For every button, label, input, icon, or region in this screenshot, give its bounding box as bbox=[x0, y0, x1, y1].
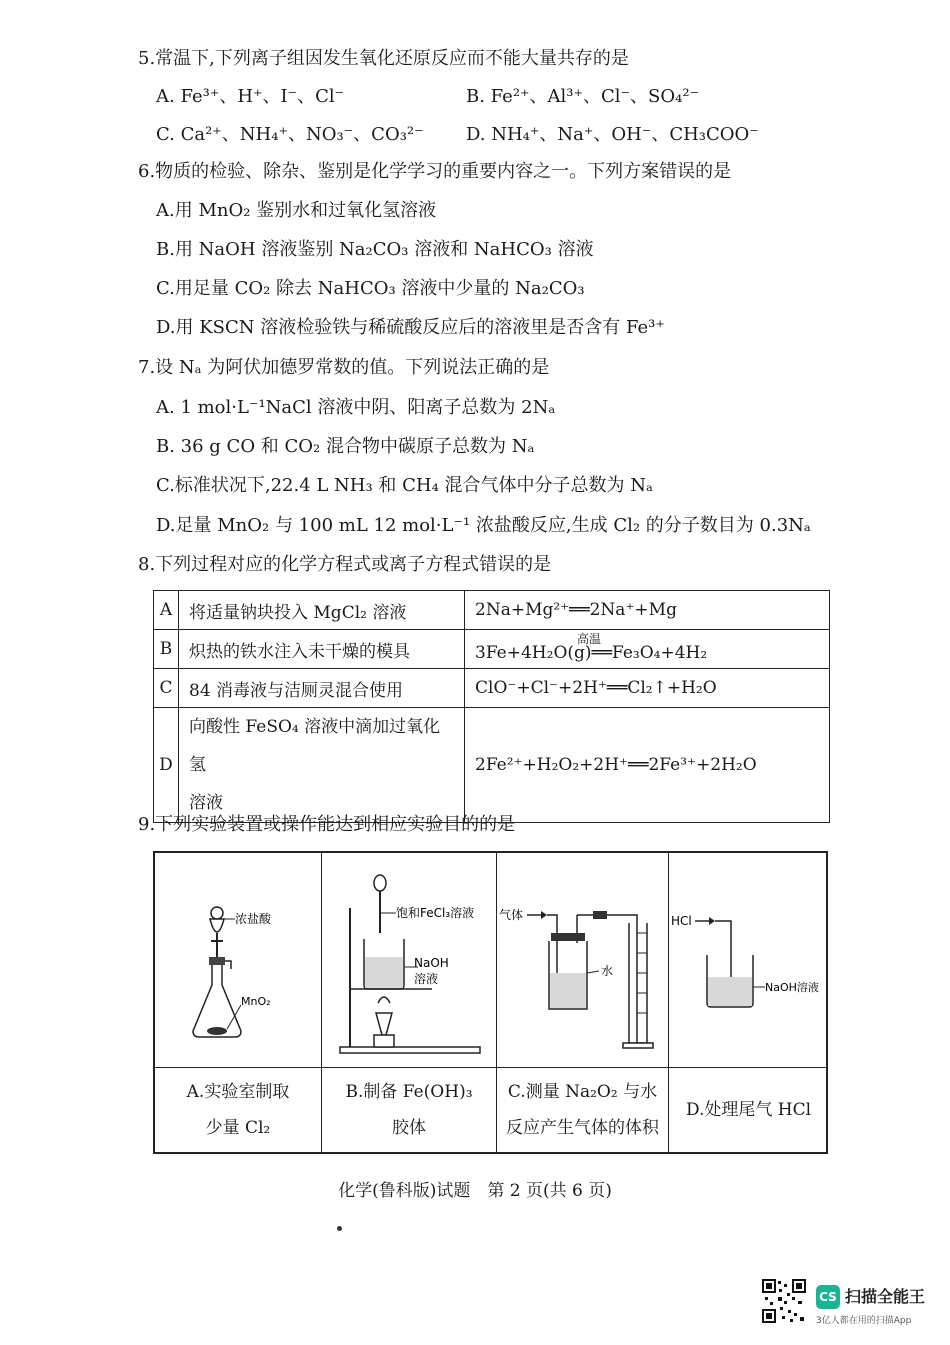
label-gas: 气体 bbox=[499, 908, 524, 922]
q7-option-a: A. 1 mol·L⁻¹NaCl 溶液中阴、阳离子总数为 2Nₐ bbox=[156, 397, 556, 418]
reaction-condition: 高温 bbox=[577, 632, 602, 646]
row-equation: 2Na+Mg²⁺══2Na⁺+Mg bbox=[465, 591, 830, 630]
label-fecl3: 饱和FeCl₃溶液 bbox=[396, 906, 475, 920]
caption-b-line-2: 胶体 bbox=[392, 1118, 426, 1138]
apparatus-b bbox=[322, 853, 497, 1067]
row-description-line-1: 向酸性 FeSO₄ 溶液中滴加过氧化氢 bbox=[189, 717, 441, 775]
qr-code-icon bbox=[762, 1279, 806, 1323]
row-description-line-2: 溶液 bbox=[189, 793, 223, 813]
q6-option-a: A.用 MnO₂ 鉴别水和过氧化氢溶液 bbox=[156, 200, 437, 221]
caption-a bbox=[155, 1067, 322, 1154]
q5-option-a: A. Fe³⁺、H⁺、I⁻、Cl⁻ bbox=[156, 86, 345, 107]
q6-option-b: B.用 NaOH 溶液鉴别 Na₂CO₃ 溶液和 NaHCO₃ 溶液 bbox=[156, 239, 594, 260]
q7-option-c: C.标准状况下,22.4 L NH₃ 和 CH₄ 混合气体中分子总数为 Nₐ bbox=[156, 475, 653, 496]
caption-d-line-1: D.处理尾气 HCl bbox=[685, 1100, 812, 1120]
colloid-preparation-diagram bbox=[322, 853, 495, 1065]
q6-stem: 6.物质的检验、除杂、鉴别是化学学习的重要内容之一。下列方案错误的是 bbox=[138, 161, 732, 182]
q8-stem: 8.下列过程对应的化学方程式或离子方程式错误的是 bbox=[138, 554, 552, 575]
q5-option-b: B. Fe²⁺、Al³⁺、Cl⁻、SO₄²⁻ bbox=[466, 86, 700, 107]
camscanner-logo-icon: CS bbox=[816, 1285, 840, 1309]
q5-option-c: C. Ca²⁺、NH₄⁺、NO₃⁻、CO₃²⁻ bbox=[156, 124, 424, 145]
q9-stem: 9.下列实验装置或操作能达到相应实验目的的是 bbox=[138, 814, 516, 835]
caption-c bbox=[497, 1067, 669, 1154]
row-description: 炽热的铁水注入未干燥的模具 bbox=[179, 630, 465, 669]
row-equation: ClO⁻+Cl⁻+2H⁺══Cl₂↑+H₂O bbox=[465, 669, 830, 708]
camscanner-tagline: 3亿人都在用的扫描App bbox=[816, 1316, 912, 1326]
row-equation: 3Fe+4H₂O(g)══Fe₃O₄+4H₂ bbox=[475, 643, 708, 663]
page-footer: 化学(鲁科版)试题 第 2 页(共 6 页) bbox=[338, 1181, 612, 1201]
apparatus-a bbox=[155, 853, 322, 1067]
label-hcl: HCl bbox=[671, 914, 692, 928]
label-water: 水 bbox=[601, 964, 614, 978]
chlorine-generator-diagram bbox=[155, 853, 320, 1065]
q6-option-c: C.用足量 CO₂ 除去 NaHCO₃ 溶液中少量的 Na₂CO₃ bbox=[156, 278, 585, 299]
caption-b-line-1: B.制备 Fe(OH)₃ bbox=[345, 1082, 473, 1102]
caption-d bbox=[669, 1067, 828, 1154]
row-label: C bbox=[154, 669, 179, 708]
tail-gas-diagram bbox=[669, 853, 826, 1065]
caption-a-line-1: A.实验室制取 bbox=[186, 1082, 290, 1102]
label-naoh-1: NaOH bbox=[414, 956, 449, 970]
label-naoh-solution: NaOH溶液 bbox=[765, 981, 819, 994]
row-label: D bbox=[154, 708, 179, 823]
q7-stem: 7.设 Nₐ 为阿伏加德罗常数的值。下列说法正确的是 bbox=[138, 357, 550, 378]
q6-option-d: D.用 KSCN 溶液检验铁与稀硫酸反应后的溶液里是否含有 Fe³⁺ bbox=[156, 317, 665, 338]
apparatus-c bbox=[497, 853, 669, 1067]
row-description: 84 消毒液与洁厕灵混合使用 bbox=[179, 669, 465, 708]
caption-a-line-2: 少量 Cl₂ bbox=[205, 1118, 271, 1138]
row-description bbox=[179, 708, 465, 823]
q5-stem: 5.常温下,下列离子组因发生氧化还原反应而不能大量共存的是 bbox=[138, 48, 629, 69]
gas-volume-diagram bbox=[497, 853, 667, 1065]
table-row bbox=[154, 630, 830, 669]
q9-apparatus-table bbox=[153, 851, 828, 1154]
label-mno2: MnO₂ bbox=[241, 995, 271, 1008]
label-naoh-2: 溶液 bbox=[414, 972, 439, 986]
camscanner-brand: 扫描全能王 bbox=[845, 1287, 926, 1306]
speck bbox=[337, 1226, 342, 1231]
q8-table bbox=[153, 590, 830, 823]
row-equation-cell bbox=[465, 630, 830, 669]
label-conc-hcl: 浓盐酸 bbox=[235, 912, 272, 926]
row-description: 将适量钠块投入 MgCl₂ 溶液 bbox=[179, 591, 465, 630]
caption-c-line-1: C.测量 Na₂O₂ 与水 bbox=[507, 1082, 658, 1102]
table-row bbox=[154, 591, 830, 630]
q5-option-d: D. NH₄⁺、Na⁺、OH⁻、CH₃COO⁻ bbox=[466, 124, 759, 145]
row-equation: 2Fe²⁺+H₂O₂+2H⁺══2Fe³⁺+2H₂O bbox=[465, 708, 830, 823]
row-label: A bbox=[154, 591, 179, 630]
q7-option-b: B. 36 g CO 和 CO₂ 混合物中碳原子总数为 Nₐ bbox=[156, 436, 535, 457]
q7-option-d: D.足量 MnO₂ 与 100 mL 12 mol·L⁻¹ 浓盐酸反应,生成 Cl₂ 的分子数目为 0.3Nₐ bbox=[156, 515, 811, 536]
caption-c-line-2: 反应产生气体的体积 bbox=[506, 1118, 659, 1138]
table-row bbox=[154, 669, 830, 708]
table-row bbox=[154, 708, 830, 823]
apparatus-d bbox=[669, 853, 828, 1067]
caption-b bbox=[322, 1067, 497, 1154]
row-label: B bbox=[154, 630, 179, 669]
